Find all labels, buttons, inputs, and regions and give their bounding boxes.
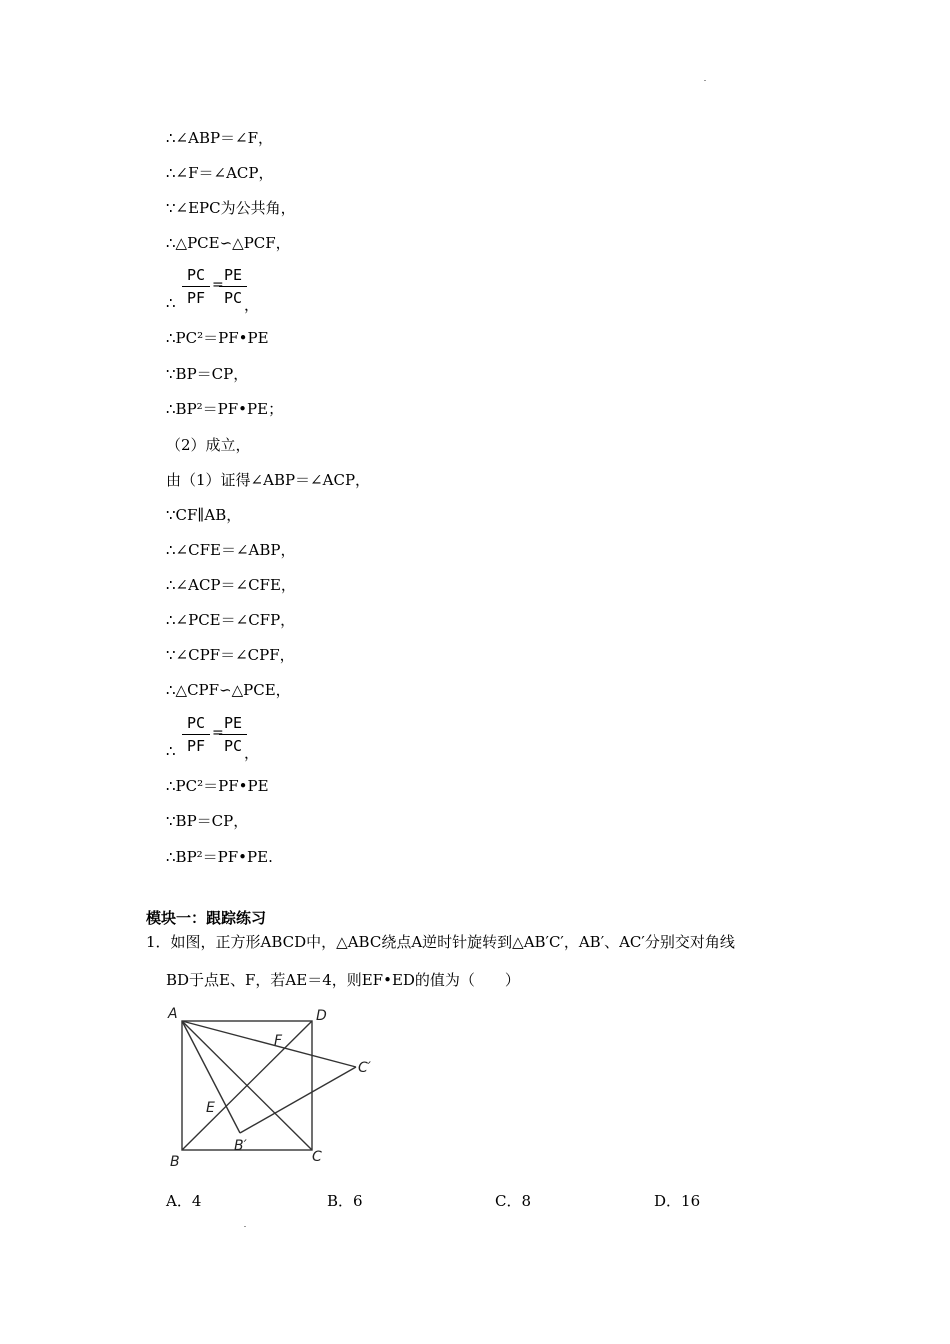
fraction-equation [166,266,306,312]
option-a[interactable]: A．4 [166,1192,202,1210]
proof-line: ∵BP＝CP， [166,812,249,830]
label-d: D [316,1008,327,1024]
label-c-prime: C′ [358,1060,371,1076]
proof-line: ∵∠CPF＝∠CPF， [166,646,295,664]
proof-line: ∴∠PCE＝∠CFP， [166,611,296,629]
denominator: PF [186,289,206,307]
therefore-symbol: ∴ [166,742,176,760]
proof-line: ∴PC²＝PF•PE [166,329,269,347]
proof-line: ∵∠EPC为公共角， [166,199,296,217]
numerator: PE [223,714,243,732]
segment-ac-prime [182,1021,356,1067]
label-e: E [206,1100,215,1116]
fraction-equation [166,714,306,760]
proof-line: ∴∠CFE＝∠ABP， [166,541,296,559]
proof-line: ∴△CPF∽△PCE， [166,681,291,699]
proof-line: ∴∠ABP＝∠F， [166,129,274,147]
proof-line: ∵BP＝CP， [166,365,249,383]
fraction-left [182,714,210,755]
denominator: PC [223,289,243,307]
fraction-right [219,266,247,307]
comma: ， [244,296,260,314]
label-b: B [170,1154,180,1170]
question-text: BD于点E、F，若AE＝4，则EF•ED的值为（ ） [166,971,520,989]
proof-line: ∴△PCE∽△PCF， [166,234,291,252]
numerator: PC [186,266,206,284]
option-c[interactable]: C．8 [495,1192,532,1210]
proof-line: （2）成立， [166,436,251,454]
label-f: F [274,1033,283,1049]
proof-line: 由（1）证得∠ABP＝∠ACP， [166,471,371,489]
proof-line: ∴BP²＝PF•PE. [166,848,273,866]
label-a: A [168,1006,178,1022]
segment-ab-prime [182,1021,240,1133]
comma: ， [244,744,260,762]
proof-line: ∵CF∥AB， [166,506,242,524]
denominator: PC [223,737,243,755]
geometry-figure [160,1000,390,1170]
denominator: PF [186,737,206,755]
therefore-symbol: ∴ [166,294,176,312]
numerator: PC [186,714,206,732]
equals-sign: = [212,277,224,293]
equals-sign: = [212,725,224,741]
fraction-right [219,714,247,755]
label-c: C [312,1149,322,1165]
section-heading: 模块一：跟踪练习 [146,909,267,927]
fraction-left [182,266,210,307]
proof-line: ∴∠ACP＝∠CFE， [166,576,296,594]
proof-line: ∴BP²＝PF•PE； [166,400,284,418]
proof-line: ∴∠F＝∠ACP， [166,164,274,182]
option-d[interactable]: D．16 [654,1192,701,1210]
proof-line: ∴PC²＝PF•PE [166,777,269,795]
question-text: 1．如图，正方形ABCD中，△ABC绕点A逆时针旋转到△AB′C′，AB′、AC′分别交对角线 [146,933,735,951]
option-b[interactable]: B．6 [327,1192,363,1210]
numerator: PE [223,266,243,284]
label-b-prime: B′ [234,1138,247,1154]
scan-speck [244,1226,246,1227]
scan-speck [704,80,706,81]
segment-b-prime-c-prime [240,1067,356,1133]
